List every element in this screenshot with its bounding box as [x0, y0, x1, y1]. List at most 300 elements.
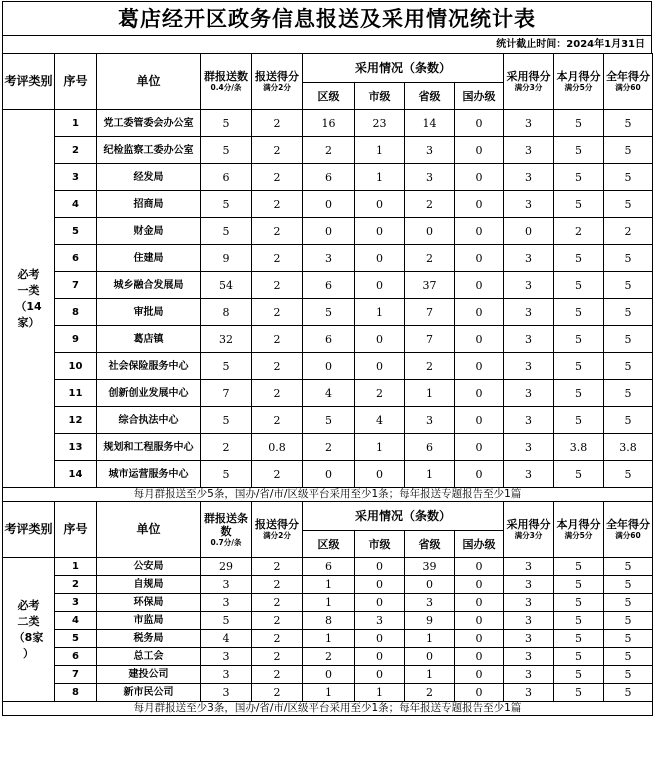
table-row [3, 684, 653, 702]
province-cell: 3 [405, 164, 455, 191]
province-cell: 2 [405, 684, 455, 702]
report-cell: 2 [252, 110, 303, 137]
province-cell: 2 [405, 245, 455, 272]
state-cell: 0 [455, 380, 504, 407]
year-cell: 3.8 [604, 434, 653, 461]
month-score-header: 本月得分 满分5分 [554, 54, 604, 110]
seq-cell: 8 [55, 684, 97, 702]
year-cell: 5 [604, 137, 653, 164]
province-header: 省级 [405, 83, 455, 110]
unit-cell: 创新创业发展中心 [97, 380, 201, 407]
adopt-cell: 3 [504, 630, 554, 648]
year-cell: 5 [604, 191, 653, 218]
group-cell: 5 [201, 461, 252, 488]
city-cell: 0 [355, 648, 405, 666]
district-header: 区级 [303, 83, 355, 110]
seq-cell: 9 [55, 326, 97, 353]
group-cell: 3 [201, 594, 252, 612]
report-cell: 2 [252, 164, 303, 191]
province-header: 省级 [405, 531, 455, 558]
city-cell: 0 [355, 245, 405, 272]
adopt-cell: 0 [504, 218, 554, 245]
year-cell: 5 [604, 299, 653, 326]
seq-cell: 2 [55, 576, 97, 594]
section2-note-row [3, 702, 653, 716]
seq-cell: 2 [55, 137, 97, 164]
year-score-header: 全年得分 满分60 [604, 54, 653, 110]
group-report-header: 群报送数 0.4分/条 [201, 54, 252, 110]
group-cell: 3 [201, 576, 252, 594]
month-score-header: 本月得分 满分5分 [554, 502, 604, 558]
report-cell: 2 [252, 380, 303, 407]
report-cell: 2 [252, 272, 303, 299]
district-cell: 1 [303, 576, 355, 594]
month-cell: 5 [554, 299, 604, 326]
district-cell: 6 [303, 164, 355, 191]
unit-cell: 综合执法中心 [97, 407, 201, 434]
state-cell: 0 [455, 353, 504, 380]
adopt-cell: 3 [504, 684, 554, 702]
category-header: 考评类别 [3, 502, 55, 558]
year-cell: 5 [604, 326, 653, 353]
state-header: 国办级 [455, 531, 504, 558]
table-row [3, 594, 653, 612]
month-cell: 5 [554, 353, 604, 380]
seq-cell: 7 [55, 666, 97, 684]
district-cell: 6 [303, 326, 355, 353]
group-cell: 6 [201, 164, 252, 191]
province-cell: 1 [405, 461, 455, 488]
month-cell: 5 [554, 110, 604, 137]
province-cell: 39 [405, 558, 455, 576]
city-cell: 0 [355, 576, 405, 594]
seq-cell: 3 [55, 164, 97, 191]
month-cell: 5 [554, 326, 604, 353]
unit-cell: 经发局 [97, 164, 201, 191]
table-row [3, 380, 653, 407]
table-row [3, 666, 653, 684]
province-cell: 7 [405, 326, 455, 353]
seq-cell: 6 [55, 648, 97, 666]
seq-cell: 4 [55, 191, 97, 218]
city-header: 市级 [355, 531, 405, 558]
adopt-score-header: 采用得分 满分3分 [504, 54, 554, 110]
province-cell: 3 [405, 137, 455, 164]
group-cell: 4 [201, 630, 252, 648]
table-row [3, 407, 653, 434]
unit-cell: 住建局 [97, 245, 201, 272]
seq-cell: 8 [55, 299, 97, 326]
city-cell: 4 [355, 407, 405, 434]
adopt-cell: 3 [504, 461, 554, 488]
adoption-header: 采用情况（条数） [303, 54, 504, 83]
district-cell: 1 [303, 684, 355, 702]
seq-cell: 10 [55, 353, 97, 380]
state-cell: 0 [455, 218, 504, 245]
month-cell: 5 [554, 576, 604, 594]
district-cell: 0 [303, 666, 355, 684]
year-cell: 5 [604, 576, 653, 594]
city-cell: 23 [355, 110, 405, 137]
unit-cell: 社会保险服务中心 [97, 353, 201, 380]
table-row [3, 576, 653, 594]
month-cell: 3.8 [554, 434, 604, 461]
table-row [3, 245, 653, 272]
adopt-cell: 3 [504, 353, 554, 380]
month-cell: 5 [554, 380, 604, 407]
year-cell: 5 [604, 272, 653, 299]
report-cell: 2 [252, 245, 303, 272]
report-cell: 2 [252, 137, 303, 164]
report-cell: 2 [252, 191, 303, 218]
report-cell: 2 [252, 666, 303, 684]
group-cell: 54 [201, 272, 252, 299]
table-row [3, 353, 653, 380]
year-cell: 5 [604, 461, 653, 488]
district-cell: 6 [303, 272, 355, 299]
seq-cell: 5 [55, 630, 97, 648]
province-cell: 9 [405, 612, 455, 630]
adopt-cell: 3 [504, 164, 554, 191]
group-cell: 5 [201, 353, 252, 380]
month-cell: 5 [554, 245, 604, 272]
year-score-header: 全年得分 满分60 [604, 502, 653, 558]
adopt-cell: 3 [504, 594, 554, 612]
state-cell: 0 [455, 326, 504, 353]
province-cell: 0 [405, 576, 455, 594]
page-title: 葛店经开区政务信息报送及采用情况统计表 [2, 1, 652, 35]
city-cell: 1 [355, 164, 405, 191]
seq-cell: 4 [55, 612, 97, 630]
district-cell: 5 [303, 407, 355, 434]
month-cell: 5 [554, 407, 604, 434]
group-cell: 5 [201, 110, 252, 137]
table-row [3, 272, 653, 299]
district-cell: 2 [303, 137, 355, 164]
city-cell: 1 [355, 137, 405, 164]
seq-cell: 13 [55, 434, 97, 461]
state-cell: 0 [455, 434, 504, 461]
unit-cell: 财金局 [97, 218, 201, 245]
province-cell: 2 [405, 191, 455, 218]
report-score-header: 报送得分 满分2分 [252, 54, 303, 110]
year-cell: 5 [604, 648, 653, 666]
unit-cell: 城市运营服务中心 [97, 461, 201, 488]
province-cell: 7 [405, 299, 455, 326]
state-cell: 0 [455, 648, 504, 666]
month-cell: 5 [554, 612, 604, 630]
report-cell: 2 [252, 299, 303, 326]
province-cell: 1 [405, 380, 455, 407]
report-cell: 2 [252, 353, 303, 380]
section2-header-row-1 [3, 502, 653, 531]
table-row [3, 191, 653, 218]
group-cell: 9 [201, 245, 252, 272]
table-row [3, 137, 653, 164]
adopt-cell: 3 [504, 576, 554, 594]
district-cell: 0 [303, 218, 355, 245]
stats-sheet [2, 1, 652, 716]
province-cell: 0 [405, 218, 455, 245]
month-cell: 5 [554, 684, 604, 702]
month-cell: 5 [554, 137, 604, 164]
seq-cell: 1 [55, 110, 97, 137]
year-cell: 5 [604, 110, 653, 137]
table-row [3, 434, 653, 461]
report-cell: 2 [252, 326, 303, 353]
section1-header-row-1 [3, 54, 653, 83]
adopt-cell: 3 [504, 110, 554, 137]
adopt-cell: 3 [504, 299, 554, 326]
table-row [3, 110, 653, 137]
seq-cell: 14 [55, 461, 97, 488]
year-cell: 5 [604, 380, 653, 407]
city-cell: 0 [355, 630, 405, 648]
group-cell: 5 [201, 612, 252, 630]
table-row [3, 630, 653, 648]
adopt-cell: 3 [504, 434, 554, 461]
group-cell: 5 [201, 407, 252, 434]
unit-cell: 城乡融合发展局 [97, 272, 201, 299]
report-cell: 2 [252, 407, 303, 434]
table-row [3, 218, 653, 245]
month-cell: 5 [554, 558, 604, 576]
state-cell: 0 [455, 461, 504, 488]
year-cell: 2 [604, 218, 653, 245]
unit-cell: 市监局 [97, 612, 201, 630]
report-cell: 2 [252, 630, 303, 648]
adopt-cell: 3 [504, 380, 554, 407]
unit-cell: 葛店镇 [97, 326, 201, 353]
state-cell: 0 [455, 630, 504, 648]
seq-cell: 12 [55, 407, 97, 434]
adopt-cell: 3 [504, 245, 554, 272]
unit-header: 单位 [97, 502, 201, 558]
month-cell: 5 [554, 666, 604, 684]
seq-header: 序号 [55, 502, 97, 558]
category-cell: 必考 二类 （8家 ） [3, 558, 55, 702]
district-cell: 1 [303, 630, 355, 648]
province-cell: 0 [405, 648, 455, 666]
city-cell: 0 [355, 461, 405, 488]
province-cell: 1 [405, 630, 455, 648]
month-cell: 5 [554, 648, 604, 666]
state-cell: 0 [455, 666, 504, 684]
year-cell: 5 [604, 164, 653, 191]
group-cell: 3 [201, 648, 252, 666]
group-cell: 2 [201, 434, 252, 461]
year-cell: 5 [604, 630, 653, 648]
month-cell: 5 [554, 191, 604, 218]
adopt-cell: 3 [504, 137, 554, 164]
seq-cell: 11 [55, 380, 97, 407]
seq-cell: 5 [55, 218, 97, 245]
section2-note: 每月群报送至少3条，国办/省/市/区级平台采用至少1条；每年报送专题报告至少1篇 [3, 702, 653, 716]
table-row [3, 612, 653, 630]
category-cell: 必考 一类 （14 家） [3, 110, 55, 488]
section1-note-row [3, 488, 653, 502]
month-cell: 5 [554, 630, 604, 648]
city-cell: 3 [355, 612, 405, 630]
district-cell: 0 [303, 353, 355, 380]
district-header: 区级 [303, 531, 355, 558]
district-cell: 2 [303, 648, 355, 666]
state-cell: 0 [455, 594, 504, 612]
state-cell: 0 [455, 164, 504, 191]
year-cell: 5 [604, 558, 653, 576]
city-header: 市级 [355, 83, 405, 110]
year-cell: 5 [604, 407, 653, 434]
month-cell: 5 [554, 272, 604, 299]
state-cell: 0 [455, 137, 504, 164]
table-row [3, 648, 653, 666]
year-cell: 5 [604, 666, 653, 684]
unit-cell: 自规局 [97, 576, 201, 594]
adopt-cell: 3 [504, 272, 554, 299]
province-cell: 1 [405, 666, 455, 684]
group-cell: 3 [201, 684, 252, 702]
unit-cell: 环保局 [97, 594, 201, 612]
report-cell: 2 [252, 612, 303, 630]
state-cell: 0 [455, 407, 504, 434]
table-row [3, 558, 653, 576]
report-score-header: 报送得分 满分2分 [252, 502, 303, 558]
report-cell: 2 [252, 684, 303, 702]
adopt-cell: 3 [504, 666, 554, 684]
group-cell: 7 [201, 380, 252, 407]
unit-cell: 总工会 [97, 648, 201, 666]
seq-cell: 7 [55, 272, 97, 299]
unit-header: 单位 [97, 54, 201, 110]
state-cell: 0 [455, 684, 504, 702]
unit-cell: 新市民公司 [97, 684, 201, 702]
group-report-header: 群报送条数 0.7分/条 [201, 502, 252, 558]
unit-cell: 税务局 [97, 630, 201, 648]
report-cell: 2 [252, 461, 303, 488]
city-cell: 0 [355, 272, 405, 299]
month-cell: 5 [554, 164, 604, 191]
month-cell: 2 [554, 218, 604, 245]
unit-cell: 规划和工程服务中心 [97, 434, 201, 461]
table-row [3, 326, 653, 353]
adoption-header: 采用情况（条数） [303, 502, 504, 531]
unit-cell: 招商局 [97, 191, 201, 218]
state-cell: 0 [455, 110, 504, 137]
state-cell: 0 [455, 299, 504, 326]
year-cell: 5 [604, 353, 653, 380]
district-cell: 0 [303, 461, 355, 488]
unit-cell: 纪检监察工委办公室 [97, 137, 201, 164]
report-cell: 0.8 [252, 434, 303, 461]
state-cell: 0 [455, 576, 504, 594]
month-cell: 5 [554, 594, 604, 612]
city-cell: 0 [355, 594, 405, 612]
district-cell: 16 [303, 110, 355, 137]
seq-cell: 1 [55, 558, 97, 576]
group-cell: 5 [201, 218, 252, 245]
year-cell: 5 [604, 245, 653, 272]
state-cell: 0 [455, 245, 504, 272]
district-cell: 3 [303, 245, 355, 272]
district-cell: 0 [303, 191, 355, 218]
group-cell: 32 [201, 326, 252, 353]
month-cell: 5 [554, 461, 604, 488]
group-cell: 3 [201, 666, 252, 684]
table-row [3, 299, 653, 326]
city-cell: 0 [355, 191, 405, 218]
report-cell: 2 [252, 576, 303, 594]
city-cell: 2 [355, 380, 405, 407]
report-cell: 2 [252, 648, 303, 666]
adopt-cell: 3 [504, 648, 554, 666]
state-cell: 0 [455, 612, 504, 630]
seq-cell: 6 [55, 245, 97, 272]
section2-body [3, 558, 653, 702]
province-cell: 14 [405, 110, 455, 137]
state-cell: 0 [455, 191, 504, 218]
group-cell: 29 [201, 558, 252, 576]
city-cell: 1 [355, 684, 405, 702]
district-cell: 1 [303, 594, 355, 612]
group-cell: 8 [201, 299, 252, 326]
city-cell: 1 [355, 434, 405, 461]
unit-cell: 党工委管委会办公室 [97, 110, 201, 137]
deadline-label: 统计截止时间：2024年1月31日 [2, 35, 652, 53]
unit-cell: 审批局 [97, 299, 201, 326]
city-cell: 0 [355, 218, 405, 245]
city-cell: 0 [355, 326, 405, 353]
stats-table [2, 53, 653, 716]
adopt-cell: 3 [504, 558, 554, 576]
province-cell: 2 [405, 353, 455, 380]
adopt-cell: 3 [504, 407, 554, 434]
adopt-cell: 3 [504, 326, 554, 353]
section1-body [3, 110, 653, 488]
report-cell: 2 [252, 558, 303, 576]
province-cell: 3 [405, 594, 455, 612]
district-cell: 8 [303, 612, 355, 630]
report-cell: 2 [252, 218, 303, 245]
state-cell: 0 [455, 272, 504, 299]
district-cell: 4 [303, 380, 355, 407]
unit-cell: 公安局 [97, 558, 201, 576]
group-cell: 5 [201, 137, 252, 164]
unit-cell: 建投公司 [97, 666, 201, 684]
province-cell: 3 [405, 407, 455, 434]
category-header: 考评类别 [3, 54, 55, 110]
adopt-cell: 3 [504, 612, 554, 630]
district-cell: 6 [303, 558, 355, 576]
city-cell: 0 [355, 558, 405, 576]
year-cell: 5 [604, 612, 653, 630]
city-cell: 1 [355, 299, 405, 326]
adopt-score-header: 采用得分 满分3分 [504, 502, 554, 558]
city-cell: 0 [355, 353, 405, 380]
adopt-cell: 3 [504, 191, 554, 218]
table-row [3, 461, 653, 488]
state-header: 国办级 [455, 83, 504, 110]
state-cell: 0 [455, 558, 504, 576]
province-cell: 6 [405, 434, 455, 461]
district-cell: 5 [303, 299, 355, 326]
seq-cell: 3 [55, 594, 97, 612]
city-cell: 0 [355, 666, 405, 684]
district-cell: 2 [303, 434, 355, 461]
year-cell: 5 [604, 684, 653, 702]
seq-header: 序号 [55, 54, 97, 110]
group-cell: 5 [201, 191, 252, 218]
province-cell: 37 [405, 272, 455, 299]
